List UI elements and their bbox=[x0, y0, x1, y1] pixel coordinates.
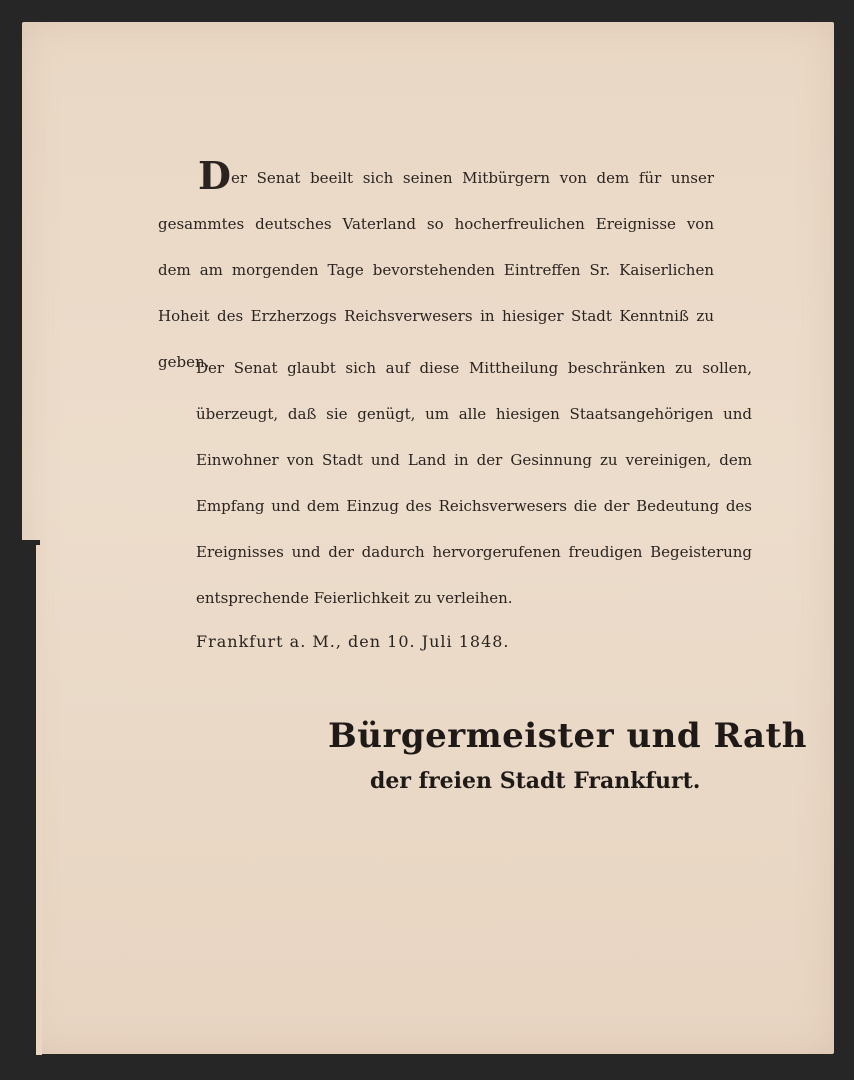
proclamation-paragraph-2: Der Senat glaubt sich auf diese Mittheilung beschränken zu sollen, überzeugt, daß sie genügt, um alle hiesigen Staatsangehörigen und Einwohner von Stadt und Land in der Gesinnung zu vereinigen, dem Empfang und dem Einzug des Reichsverwesers die der Bedeutung des Ereignisses und der dadurch hervorgerufenen freudigen Begeisterung entsprechende Feierlichkeit zu verleihen. bbox=[196, 359, 752, 607]
signature-title: Bürgermeister und Rath bbox=[328, 716, 807, 756]
signature-subtitle: der freien Stadt Frankfurt. bbox=[370, 768, 701, 794]
dateline: Frankfurt a. M., den 10. Juli 1848. bbox=[196, 632, 510, 651]
paper-edge-strip bbox=[36, 545, 42, 1055]
drop-initial: D bbox=[198, 153, 231, 198]
paragraph-1-text: er Senat beeilt sich seinen Mitbürgern von dem für unser gesammtes deutsches Vaterland so hocherfreulichen Ereignisse von dem am morgenden Tage bevorstehenden Eintreffen Sr. Kaiserlichen Hoheit des Erzherzogs Reichsverwesers in hiesiger Stadt Kenntniß zu geben. bbox=[158, 169, 714, 371]
